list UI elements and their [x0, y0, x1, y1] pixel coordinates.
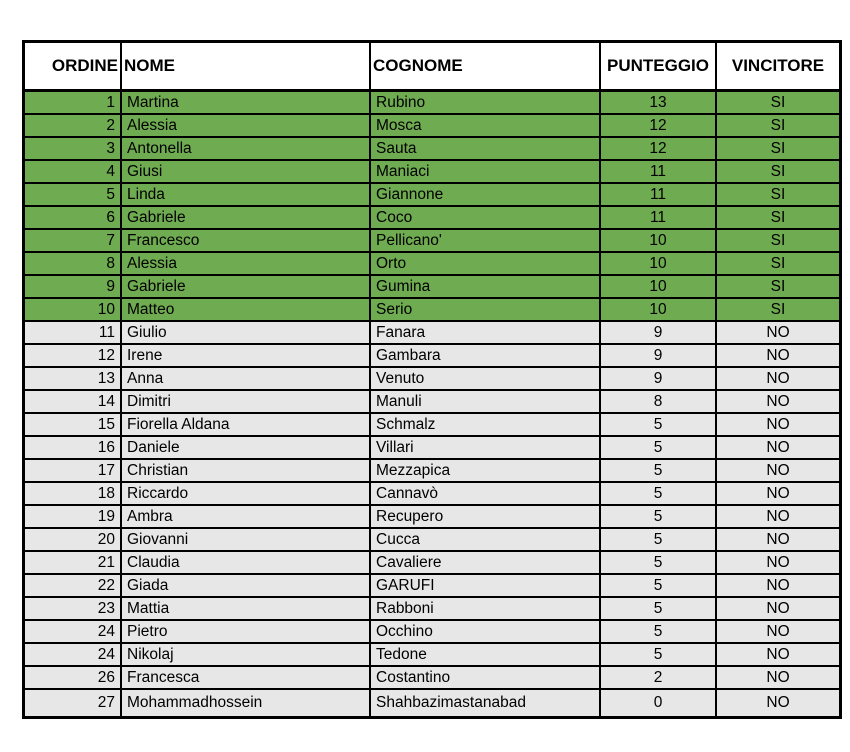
table-header	[24, 42, 841, 91]
table-row	[24, 643, 841, 666]
cell-nome: Alessia	[121, 252, 370, 275]
cell-nome: Anna	[121, 367, 370, 390]
cell-cognome: Tedone	[370, 643, 600, 666]
cell-cognome: Rabboni	[370, 597, 600, 620]
cell-vincitore: SI	[716, 298, 841, 321]
table-row	[24, 459, 841, 482]
cell-punteggio: 2	[600, 666, 716, 689]
cell-vincitore: NO	[716, 436, 841, 459]
cell-nome: Dimitri	[121, 390, 370, 413]
table-row	[24, 344, 841, 367]
cell-punteggio: 11	[600, 160, 716, 183]
cell-vincitore: NO	[716, 413, 841, 436]
cell-punteggio: 9	[600, 367, 716, 390]
cell-ordine: 21	[24, 551, 122, 574]
cell-ordine: 5	[24, 183, 122, 206]
cell-vincitore: NO	[716, 367, 841, 390]
cell-cognome: Mezzapica	[370, 459, 600, 482]
cell-vincitore: NO	[716, 551, 841, 574]
cell-nome: Francesca	[121, 666, 370, 689]
cell-ordine: 10	[24, 298, 122, 321]
cell-ordine: 22	[24, 574, 122, 597]
table-row	[24, 436, 841, 459]
cell-ordine: 24	[24, 643, 122, 666]
cell-cognome: Recupero	[370, 505, 600, 528]
table-row	[24, 160, 841, 183]
table-row	[24, 206, 841, 229]
cell-nome: Gabriele	[121, 206, 370, 229]
cell-punteggio: 5	[600, 413, 716, 436]
cell-nome: Giusi	[121, 160, 370, 183]
cell-punteggio: 12	[600, 114, 716, 137]
cell-ordine: 14	[24, 390, 122, 413]
cell-punteggio: 11	[600, 206, 716, 229]
cell-ordine: 19	[24, 505, 122, 528]
cell-cognome: Coco	[370, 206, 600, 229]
cell-punteggio: 10	[600, 275, 716, 298]
cell-vincitore: NO	[716, 321, 841, 344]
cell-punteggio: 10	[600, 252, 716, 275]
cell-nome: Fiorella Aldana	[121, 413, 370, 436]
cell-cognome: Cucca	[370, 528, 600, 551]
table-row	[24, 666, 841, 689]
cell-nome: Giovanni	[121, 528, 370, 551]
cell-ordine: 11	[24, 321, 122, 344]
cell-vincitore: NO	[716, 482, 841, 505]
cell-punteggio: 13	[600, 91, 716, 115]
header-vincitore: VINCITORE	[716, 42, 841, 91]
cell-punteggio: 11	[600, 183, 716, 206]
cell-vincitore: NO	[716, 666, 841, 689]
cell-vincitore: NO	[716, 528, 841, 551]
cell-nome: Daniele	[121, 436, 370, 459]
table-row	[24, 482, 841, 505]
cell-vincitore: NO	[716, 574, 841, 597]
cell-punteggio: 5	[600, 528, 716, 551]
cell-cognome: Maniaci	[370, 160, 600, 183]
cell-vincitore: NO	[716, 620, 841, 643]
cell-ordine: 23	[24, 597, 122, 620]
cell-nome: Matteo	[121, 298, 370, 321]
cell-nome: Linda	[121, 183, 370, 206]
cell-ordine: 3	[24, 137, 122, 160]
cell-ordine: 7	[24, 229, 122, 252]
cell-ordine: 18	[24, 482, 122, 505]
header-row	[24, 42, 841, 91]
cell-cognome: Cavaliere	[370, 551, 600, 574]
table-row	[24, 229, 841, 252]
cell-vincitore: NO	[716, 643, 841, 666]
table-row	[24, 689, 841, 718]
cell-nome: Francesco	[121, 229, 370, 252]
cell-vincitore: NO	[716, 344, 841, 367]
results-table	[22, 40, 842, 719]
cell-nome: Christian	[121, 459, 370, 482]
cell-punteggio: 0	[600, 689, 716, 718]
table-row	[24, 413, 841, 436]
cell-cognome: Fanara	[370, 321, 600, 344]
table-row	[24, 137, 841, 160]
cell-punteggio: 12	[600, 137, 716, 160]
cell-punteggio: 5	[600, 620, 716, 643]
cell-cognome: Sauta	[370, 137, 600, 160]
cell-ordine: 15	[24, 413, 122, 436]
cell-vincitore: SI	[716, 275, 841, 298]
cell-nome: Nikolaj	[121, 643, 370, 666]
cell-cognome: Schmalz	[370, 413, 600, 436]
cell-punteggio: 5	[600, 436, 716, 459]
cell-ordine: 6	[24, 206, 122, 229]
cell-vincitore: SI	[716, 91, 841, 115]
cell-punteggio: 5	[600, 597, 716, 620]
table-body	[24, 91, 841, 718]
header-cognome: COGNOME	[370, 42, 600, 91]
table-row	[24, 620, 841, 643]
cell-punteggio: 9	[600, 321, 716, 344]
table-row	[24, 367, 841, 390]
table-row	[24, 252, 841, 275]
table-row	[24, 114, 841, 137]
cell-punteggio: 10	[600, 229, 716, 252]
cell-vincitore: SI	[716, 206, 841, 229]
cell-vincitore: NO	[716, 597, 841, 620]
table-row	[24, 321, 841, 344]
cell-cognome: Villari	[370, 436, 600, 459]
cell-nome: Irene	[121, 344, 370, 367]
cell-vincitore: SI	[716, 229, 841, 252]
cell-vincitore: SI	[716, 252, 841, 275]
cell-nome: Claudia	[121, 551, 370, 574]
table-row	[24, 574, 841, 597]
cell-cognome: Manuli	[370, 390, 600, 413]
table-row	[24, 551, 841, 574]
table-row	[24, 183, 841, 206]
cell-punteggio: 10	[600, 298, 716, 321]
cell-cognome: Cannavò	[370, 482, 600, 505]
cell-cognome: Gumina	[370, 275, 600, 298]
cell-ordine: 24	[24, 620, 122, 643]
cell-ordine: 17	[24, 459, 122, 482]
cell-vincitore: NO	[716, 505, 841, 528]
cell-nome: Giada	[121, 574, 370, 597]
cell-vincitore: NO	[716, 459, 841, 482]
header-ordine: ORDINE	[24, 42, 122, 91]
cell-vincitore: SI	[716, 160, 841, 183]
cell-punteggio: 8	[600, 390, 716, 413]
cell-ordine: 26	[24, 666, 122, 689]
cell-vincitore: NO	[716, 390, 841, 413]
cell-nome: Martina	[121, 91, 370, 115]
cell-ordine: 13	[24, 367, 122, 390]
cell-punteggio: 5	[600, 482, 716, 505]
cell-punteggio: 9	[600, 344, 716, 367]
cell-cognome: Gambara	[370, 344, 600, 367]
cell-cognome: Venuto	[370, 367, 600, 390]
cell-ordine: 8	[24, 252, 122, 275]
cell-cognome: Giannone	[370, 183, 600, 206]
cell-vincitore: SI	[716, 114, 841, 137]
cell-punteggio: 5	[600, 505, 716, 528]
cell-nome: Pietro	[121, 620, 370, 643]
cell-nome: Riccardo	[121, 482, 370, 505]
cell-cognome: Rubino	[370, 91, 600, 115]
cell-cognome: Pellicano'	[370, 229, 600, 252]
cell-ordine: 27	[24, 689, 122, 718]
cell-cognome: Occhino	[370, 620, 600, 643]
cell-cognome: Shahbazimastanabad	[370, 689, 600, 718]
cell-punteggio: 5	[600, 643, 716, 666]
table-row	[24, 528, 841, 551]
cell-ordine: 1	[24, 91, 122, 115]
cell-ordine: 12	[24, 344, 122, 367]
cell-nome: Mohammadhossein	[121, 689, 370, 718]
cell-cognome: Mosca	[370, 114, 600, 137]
cell-ordine: 4	[24, 160, 122, 183]
cell-ordine: 20	[24, 528, 122, 551]
cell-nome: Ambra	[121, 505, 370, 528]
cell-ordine: 9	[24, 275, 122, 298]
table-row	[24, 275, 841, 298]
cell-cognome: GARUFI	[370, 574, 600, 597]
cell-punteggio: 5	[600, 574, 716, 597]
cell-vincitore: SI	[716, 183, 841, 206]
header-nome: NOME	[121, 42, 370, 91]
cell-cognome: Costantino	[370, 666, 600, 689]
cell-vincitore: SI	[716, 137, 841, 160]
cell-nome: Giulio	[121, 321, 370, 344]
table-row	[24, 91, 841, 115]
cell-nome: Mattia	[121, 597, 370, 620]
table-row	[24, 298, 841, 321]
cell-nome: Antonella	[121, 137, 370, 160]
cell-ordine: 2	[24, 114, 122, 137]
table-row	[24, 597, 841, 620]
table-row	[24, 390, 841, 413]
header-punteggio: PUNTEGGIO	[600, 42, 716, 91]
cell-punteggio: 5	[600, 551, 716, 574]
cell-cognome: Orto	[370, 252, 600, 275]
cell-ordine: 16	[24, 436, 122, 459]
cell-nome: Alessia	[121, 114, 370, 137]
cell-vincitore: NO	[716, 689, 841, 718]
cell-punteggio: 5	[600, 459, 716, 482]
cell-nome: Gabriele	[121, 275, 370, 298]
results-table-container	[22, 40, 825, 719]
cell-cognome: Serio	[370, 298, 600, 321]
table-row	[24, 505, 841, 528]
